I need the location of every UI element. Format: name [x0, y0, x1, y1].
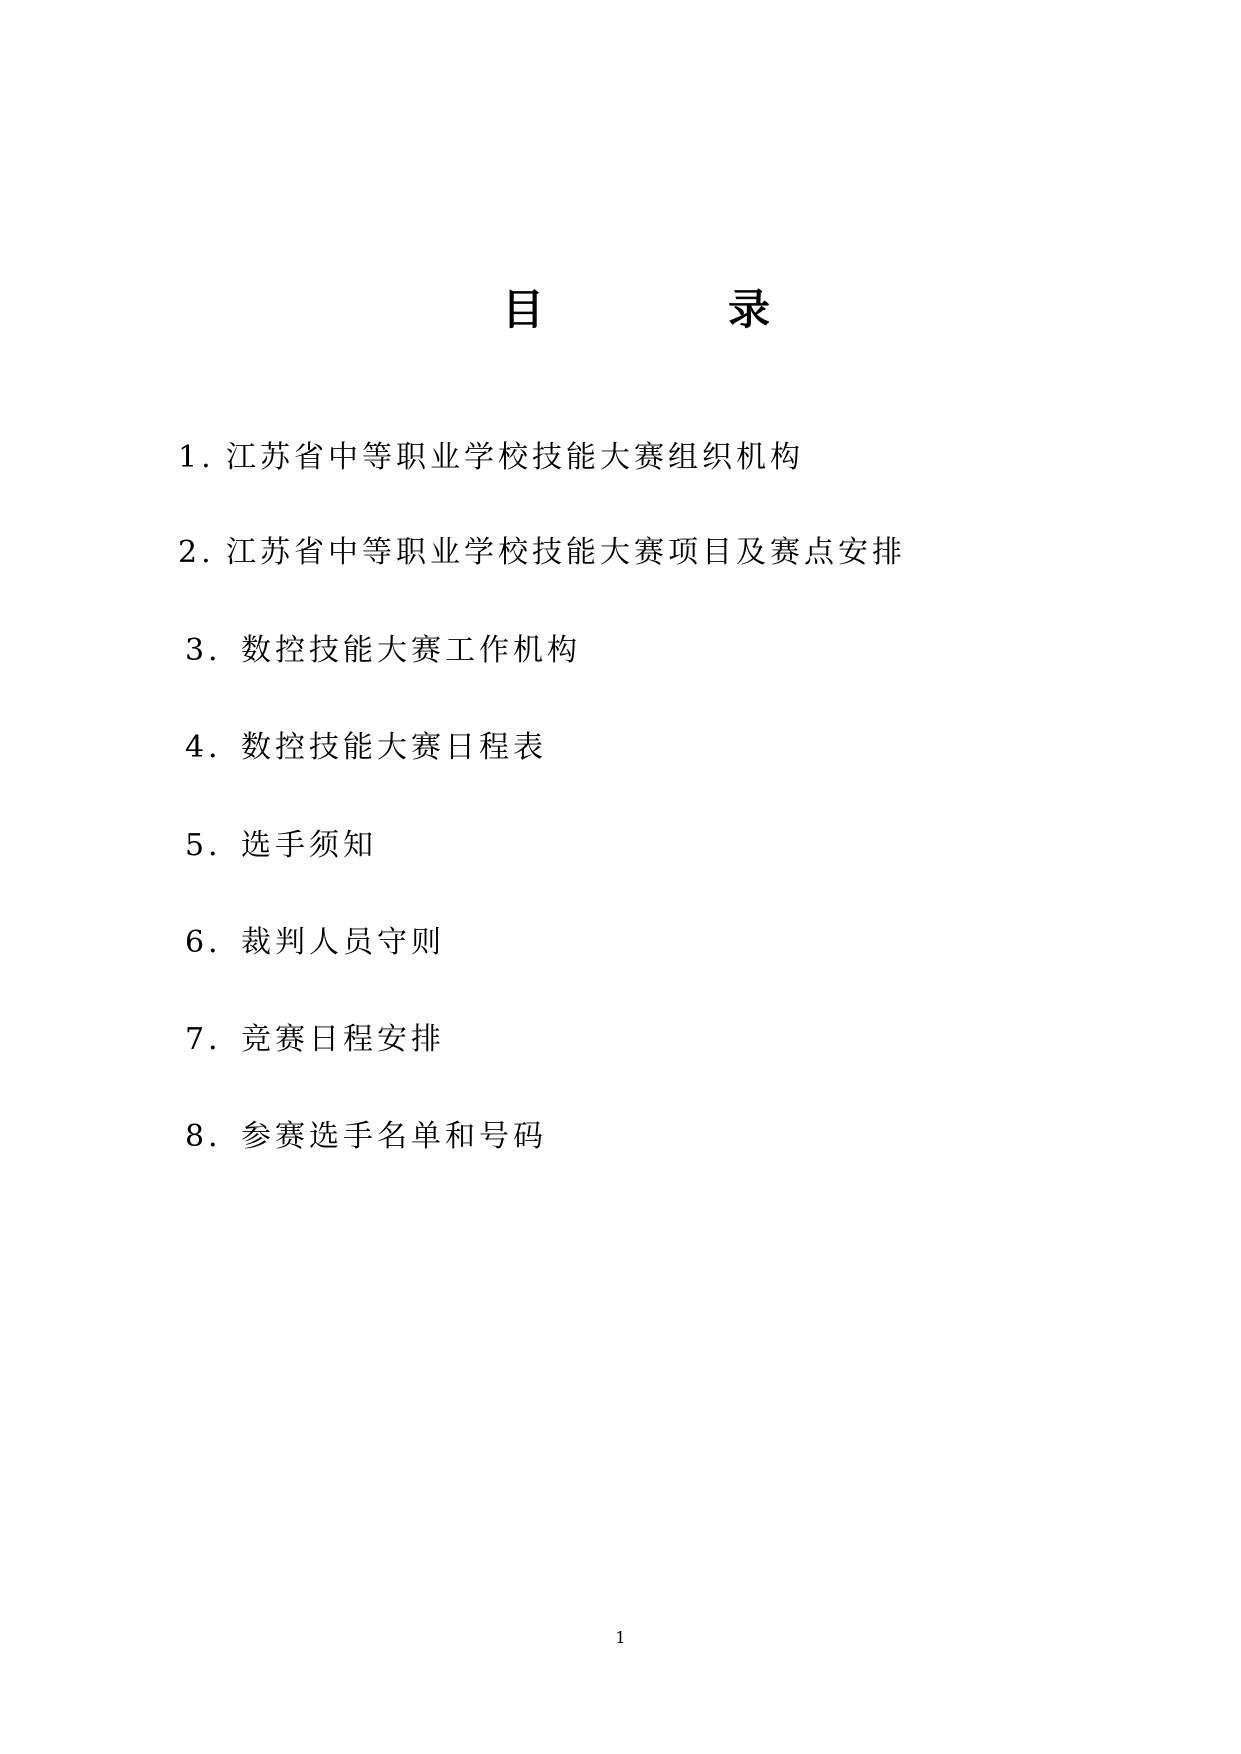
toc-item: [178, 438, 804, 478]
title-char-2: 录: [728, 285, 771, 334]
toc-item-number: 4．: [185, 730, 243, 765]
toc-item-number: 5．: [185, 828, 243, 863]
toc-item-number: 1.: [178, 440, 215, 475]
toc-item: [178, 533, 906, 573]
toc-item: [185, 1117, 547, 1157]
toc-item-number: 3．: [185, 633, 243, 668]
title-char-1: 目: [502, 285, 545, 334]
toc-item-number: 8．: [185, 1119, 243, 1154]
toc-item: [185, 826, 377, 866]
toc-item: [185, 1020, 445, 1060]
page-title: [0, 280, 1241, 340]
toc-item-number: 2.: [178, 535, 215, 570]
toc-item-text: 江苏省中等职业学校技能大赛项目及赛点安排: [226, 535, 906, 570]
toc-item: [185, 631, 581, 671]
toc-item-text: 参赛选手名单和号码: [241, 1119, 547, 1154]
toc-item: [185, 728, 547, 768]
toc-item-text: 数控技能大赛日程表: [241, 730, 547, 765]
toc-item-text: 数控技能大赛工作机构: [241, 633, 581, 668]
toc-item-number: 6．: [185, 925, 243, 960]
toc-item-text: 裁判人员守则: [241, 925, 445, 960]
toc-item-text: 竞赛日程安排: [241, 1022, 445, 1057]
toc-item-number: 7．: [185, 1022, 243, 1057]
page-number: 1: [615, 1628, 626, 1647]
toc-item-text: 选手须知: [241, 828, 377, 863]
toc-item-text: 江苏省中等职业学校技能大赛组织机构: [226, 440, 804, 475]
toc-item: [185, 923, 445, 963]
